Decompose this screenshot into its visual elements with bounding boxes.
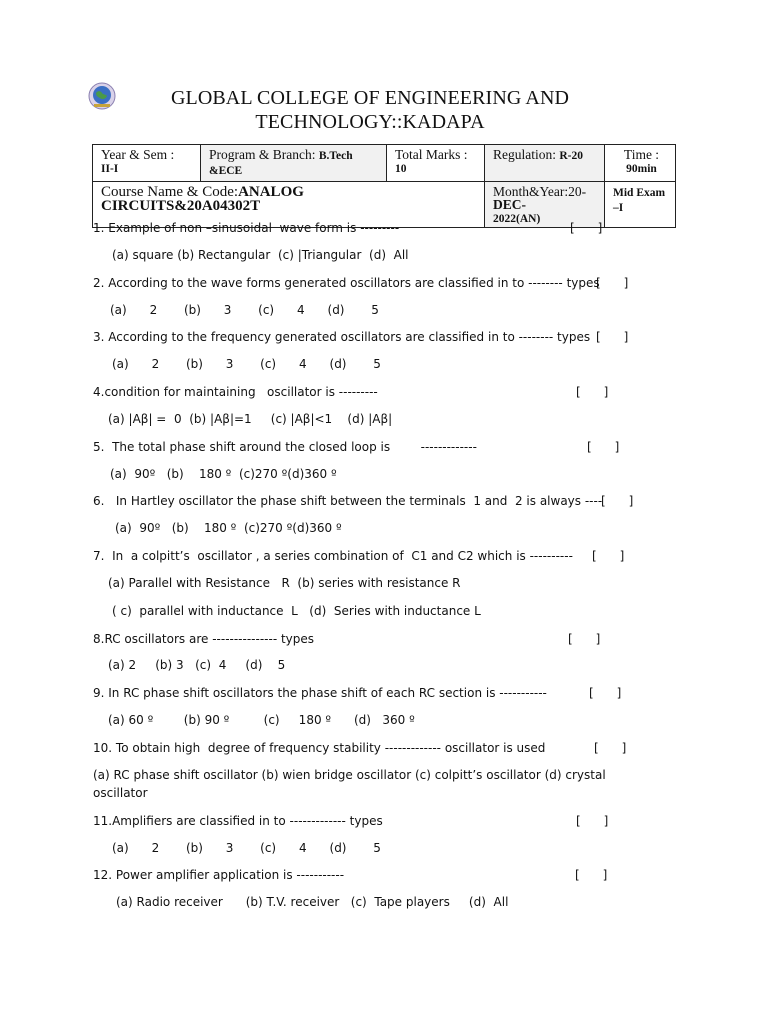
options-9: (a) 60 º (b) 90 º (c) 180 º (d) 360 º	[108, 713, 415, 727]
program-label: Program & Branch:	[209, 147, 316, 162]
time-label: Time :	[623, 147, 660, 162]
answer-bracket-2: [ ]	[596, 276, 629, 290]
question-10: 10. To obtain high degree of frequency stability ------------- oscillator is used	[93, 741, 546, 755]
question-3: 3. According to the frequency generated oscillators are classified in to -------- types	[93, 330, 591, 344]
college-title	[100, 86, 640, 134]
options-3: (a) 2 (b) 3 (c) 4 (d) 5	[112, 357, 381, 371]
month-year-value-2: 2022(AN)	[493, 213, 541, 225]
year-sem-value: II-I	[101, 163, 119, 175]
answer-bracket-9: [ ]	[589, 686, 622, 700]
total-marks-cell	[387, 145, 485, 182]
title-line-1: GLOBAL COLLEGE OF ENGINEERING AND	[170, 87, 570, 109]
answer-bracket-11: [ ]	[576, 814, 609, 828]
options-7b: ( c) parallel with inductance L (d) Series with inductance L	[112, 604, 481, 618]
answer-bracket-12: [ ]	[575, 868, 608, 882]
program-value-2: &ECE	[209, 165, 243, 177]
program-value-1: B.Tech	[318, 150, 353, 162]
question-9: 9. In RC phase shift oscillators the phase shift of each RC section is -----------	[93, 686, 547, 700]
month-year-label: Month&Year:20-	[493, 184, 587, 199]
year-sem-label: Year & Sem :	[101, 147, 175, 162]
question-12: 12. Power amplifier application is -----------	[93, 868, 345, 882]
answer-bracket-4: [ ]	[576, 385, 609, 399]
question-4: 4.condition for maintaining oscillator is ---------	[93, 385, 378, 399]
answer-bracket-7: [ ]	[592, 549, 625, 563]
question-11: 11.Amplifiers are classified in to ------------- types	[93, 814, 383, 828]
regulation-value: R-20	[559, 150, 584, 162]
exam-type-cell	[605, 182, 676, 228]
title-line-2: TECHNOLOGY::KADAPA	[255, 111, 485, 133]
options-10: (a) RC phase shift oscillator (b) wien bridge oscillator (c) colpitt’s oscillator (d) crystal oscillator	[93, 768, 606, 800]
answer-bracket-6: [ ]	[601, 494, 634, 508]
exam-type-line-1: Mid Exam	[613, 187, 666, 199]
question-6: 6. In Hartley oscillator the phase shift between the terminals 1 and 2 is always ----	[93, 494, 603, 508]
question-2: 2. According to the wave forms generated oscillators are classified in to -------- types	[93, 276, 600, 290]
options-11: (a) 2 (b) 3 (c) 4 (d) 5	[112, 841, 381, 855]
question-7: 7. In a colpitt’s oscillator , a series combination of C1 and C2 which is ----------	[93, 549, 573, 563]
answer-bracket-8: [ ]	[568, 632, 601, 646]
time-value: 90min	[626, 163, 657, 175]
exam-type-line-2: –I	[613, 202, 624, 214]
regulation-cell	[485, 145, 605, 182]
question-8: 8.RC oscillators are --------------- types	[93, 632, 315, 646]
exam-info-table	[92, 144, 676, 228]
year-sem-cell	[93, 145, 201, 182]
total-marks-value: 10	[395, 163, 407, 175]
options-6: (a) 90º (b) 180 º (c)270 º(d)360 º	[115, 521, 342, 535]
total-marks-label: Total Marks :	[395, 147, 468, 162]
answer-bracket-3: [ ]	[596, 330, 629, 344]
options-7a: (a) Parallel with Resistance R (b) series with resistance R	[108, 576, 461, 590]
options-2: (a) 2 (b) 3 (c) 4 (d) 5	[110, 303, 379, 317]
answer-bracket-1: [ ]	[570, 221, 603, 235]
options-12: (a) Radio receiver (b) T.V. receiver (c) Tape players (d) All	[116, 895, 509, 909]
regulation-label: Regulation:	[493, 147, 556, 162]
options-8: (a) 2 (b) 3 (c) 4 (d) 5	[108, 658, 286, 672]
time-cell	[605, 145, 676, 182]
question-1: 1. Example of non –sinusoidal wave form is ---------	[93, 221, 400, 235]
month-year-value-1: DEC-	[493, 197, 526, 212]
program-cell	[201, 145, 387, 182]
course-label: Course Name & Code:	[101, 184, 239, 200]
answer-bracket-5: [ ]	[587, 440, 620, 454]
question-5: 5. The total phase shift around the closed loop is -------------	[93, 440, 477, 454]
course-value-2: CIRCUITS&20A04302T	[101, 198, 261, 214]
answer-bracket-10: [ ]	[594, 741, 627, 755]
options-4: (a) |Aβ| = 0 (b) |Aβ|=1 (c) |Aβ|<1 (d) |Aβ|	[108, 412, 393, 426]
course-value-1: ANALOG	[238, 184, 304, 200]
options-1: (a) square (b) Rectangular (c) |Triangular (d) All	[112, 248, 409, 262]
options-5: (a) 90º (b) 180 º (c)270 º(d)360 º	[110, 467, 337, 481]
